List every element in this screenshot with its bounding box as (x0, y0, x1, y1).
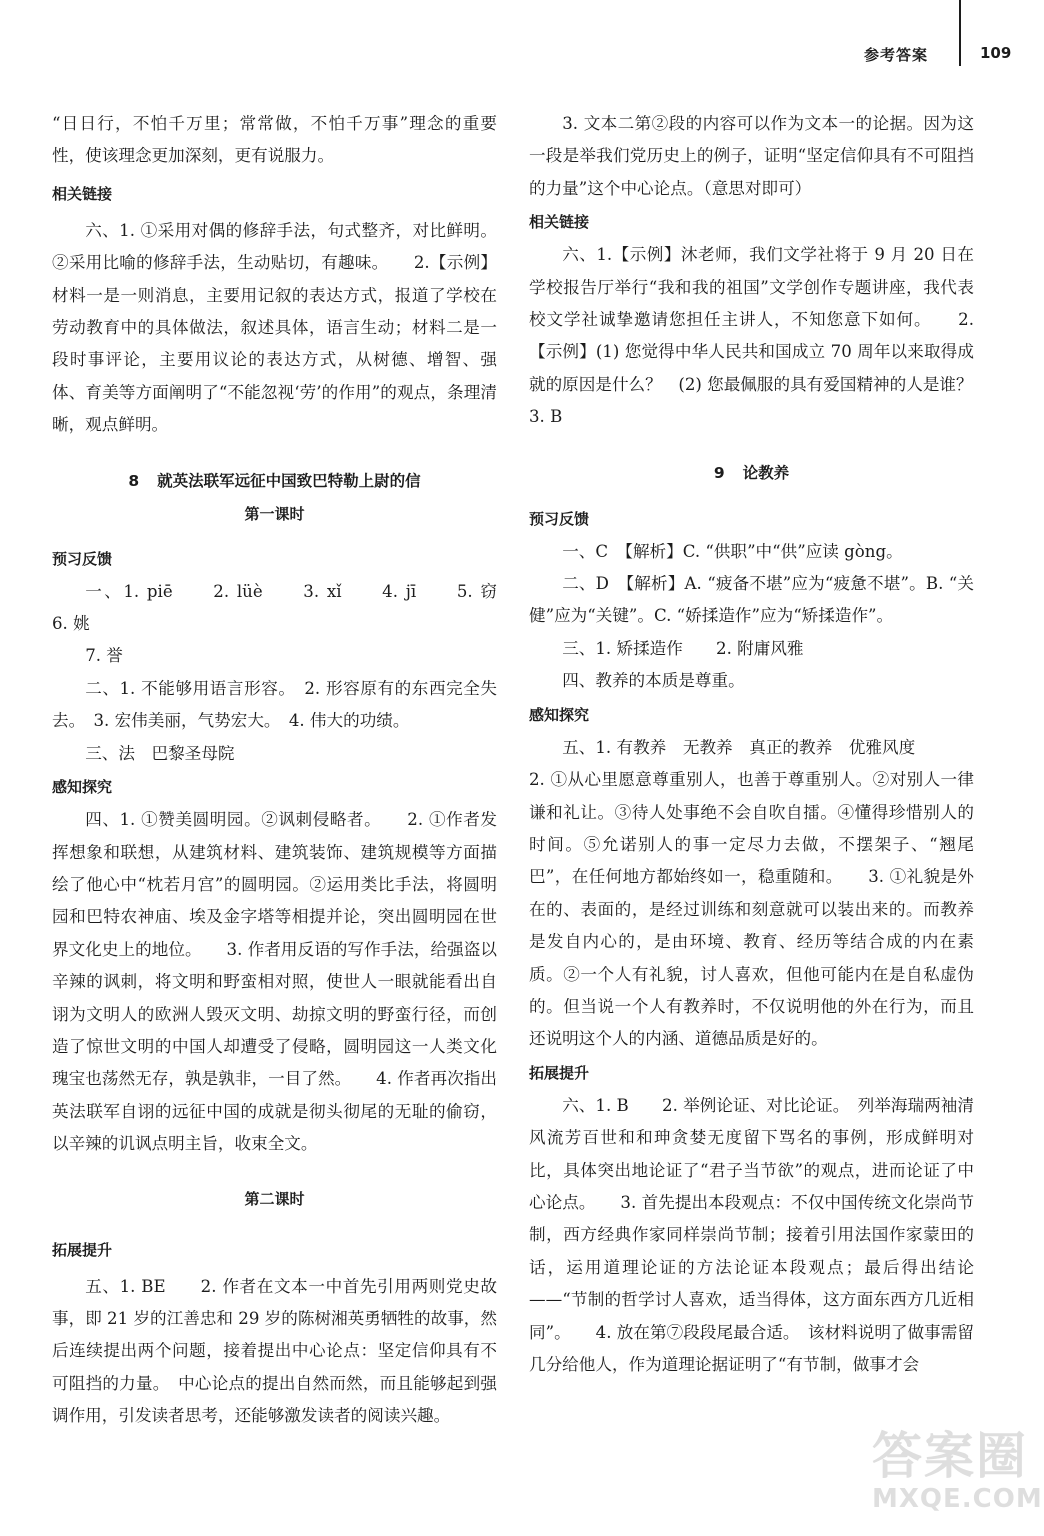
page-number: 109 (980, 44, 1012, 62)
paragraph: “日日行，不怕千万里；常常做，不怕千万事”理念的重要性，使该理念更加深刻，更有说服力。 (52, 114, 497, 166)
section-heading: 相关链接 (529, 213, 590, 232)
paragraph: 六、1.【示例】沐老师，我们文学社将于 9 月 20 日在学校报告厅举行“我和我的祖国”文学创作专题讲座，我代表校文学社诚挚邀请您担任主讲人，不知您意下如何。 2.【示例】(1) 您觉得中华人民共和国成立 70 周年以来取得成就的原因是什么？ (2) 您最佩服的具有爱国精神的人是谁？ (529, 245, 974, 394)
chapter-title-text: 论教养 (742, 463, 790, 482)
paragraph: 2. ①从心里愿意尊重别人，也善于尊重别人。②对别人一律谦和礼让。③待人处事绝不会自吹自擂。④懂得珍惜别人的时间。⑤允诺别人的事一定尽力去做，不摆架子、“翘尾巴”，在任何地方都始终如一，稳重随和。 3. ①礼貌是外在的、表面的，是经过训练和刻意就可以装出来的。而教养是发自内心的，是由环境、教育、经历等结合成的内在素质。②一个人有礼貌，讨人喜欢，但他可能内在是自私虚伪的。但当说一个人有教养时，不仅说明他的外在行为，而且还说明这个人的内涵、道德品质是好的。 (529, 770, 974, 1049)
paragraph: 二、D 【解析】A. “疲备不堪”应为“疲惫不堪”。B. “关健”应为“关键”。C. “娇揉造作”应为“矫揉造作”。 (529, 574, 974, 626)
chapter-title (52, 464, 497, 498)
paragraph: 五、1. 有教养 无教养 真正的教养 优雅风度 (562, 737, 916, 757)
right-column (529, 108, 974, 1381)
section-heading: 感知探究 (529, 705, 590, 724)
section-heading: 拓展提升 (529, 1063, 590, 1082)
paragraph: 二、1. 不能够用语言形容。 2. 形容原有的东西完全失去。 3. 宏伟美丽，气势宏大。 4. 伟大的功绩。 (52, 678, 497, 731)
paragraph: 7. 誉 (85, 646, 123, 666)
paragraph: 五、1. BE 2. 作者在文本一中首先引用两则党史故事，即 21 岁的江善忠和 29 岁的陈树湘英勇牺牲的故事，然后连续提出两个问题，接着提出中心论点：坚定信仰具有不可阻挡的力量。 中心论点的提出自然而然，而且能够起到强调作用，引发读者思考，还能够激发读者的阅读兴趣。 (52, 1276, 497, 1426)
lesson-title: 第一课时 (244, 504, 305, 523)
paragraph: 六、1. B 2. 举例论证、对比论证。 列举海瑞两袖清风流芳百世和和珅贪婪无度留下骂名的事例，形成鲜明对比，具体突出地论证了“君子当节欲”的观点，进而论证了中心论点。 3. 首先提出本段观点：不仅中国传统文化崇尚节制，西方经典作家同样崇尚节制；接着引用法国作家蒙田的话，运用道理论证的方法论证本段观点；最后得出结论——“节制的哲学讨人喜欢，适当得体，这方面东西方几近相同”。 4. 放在第⑦段段尾最合适。 该材料说明了做事需留几分给他人，作为道理论据证明了“有节制，做事才会 (529, 1095, 974, 1374)
paragraph: 三、法 巴黎圣母院 (85, 743, 235, 763)
section-heading: 感知探究 (52, 778, 113, 797)
paragraph: 3. B (529, 407, 563, 427)
watermark-text: 答案圈 (872, 1427, 1028, 1485)
paragraph: 3. 文本二第②段的内容可以作为文本一的论据。因为这一段是举我们党历史上的例子，证明“坚定信仰具有不可阻挡的力量”这个中心论点。（意思对即可） (529, 114, 974, 198)
header-divider (959, 0, 961, 66)
paragraph: 四、1. ①赞美圆明园。②讽刺侵略者。 2. ①作者发挥想象和联想，从建筑材料、建筑装饰、建筑规模等方面描绘了他心中“枕若月宫”的圆明园。②运用类比手法，将圆明园和巴特农神庙、埃及金字塔等相提并论，突出圆明园在世界文化史上的地位。 3. 作者用反语的写作手法，给强盗以辛辣的讽刺，将文明和野蛮相对照，使世人一眼就能看出自诩为文明人的欧洲人毁灭文明、劫掠文明的野蛮行径，而创造了惊世文明的中国人却遭受了侵略，圆明园这一人类文化瑰宝也荡然无存，孰是孰非，一目了然。 4. 作者再次指出英法联军自诩的远征中国的成就是彻头彻尾的无耻的偷窃，以辛辣的讥讽点明主旨，收束全文。 (52, 810, 497, 1154)
chapter-number: 8 (128, 471, 140, 490)
left-column (52, 108, 531, 1433)
watermark-logo (872, 1427, 1043, 1528)
section-heading: 拓展提升 (52, 1240, 113, 1259)
paragraph: 四、教养的本质是尊重。 (562, 671, 745, 691)
section-heading: 预习反馈 (529, 509, 590, 528)
paragraph: 三、1. 矫揉造作 2. 附庸风雅 (562, 638, 804, 658)
header-title: 参考答案 (864, 46, 929, 64)
watermark-url: MXQE.COM (872, 1484, 1043, 1514)
section-heading: 预习反馈 (52, 549, 113, 568)
paragraph: 一、1. piē 2. lüè 3. xǐ 4. jī 5. 窃 6. 姚 (52, 581, 531, 634)
paragraph: 六、1. ①采用对偶的修辞手法，句式整齐，对比鲜明。②采用比喻的修辞手法，生动贴切，有趣味。 2.【示例】材料一是一则消息，主要用记叙的表达方式，报道了学校在劳动教育中的具体做法，叙述具体，语言生动；材料二是一段时事评论，主要用议论的表达方式，从树德、增智、强体、育美等方面阐明了“不能忽视‘劳’的作用”的观点，条理清晰，观点鲜明。 (52, 220, 497, 435)
chapter-number: 9 (713, 463, 725, 482)
section-heading: 相关链接 (52, 184, 113, 203)
lesson-title: 第二课时 (244, 1189, 305, 1208)
chapter-title (529, 456, 974, 490)
paragraph: 一、C 【解析】C. “供职”中“供”应读 gòng。 (562, 541, 903, 561)
chapter-title-text: 就英法联军远征中国致巴特勒上尉的信 (157, 471, 421, 490)
